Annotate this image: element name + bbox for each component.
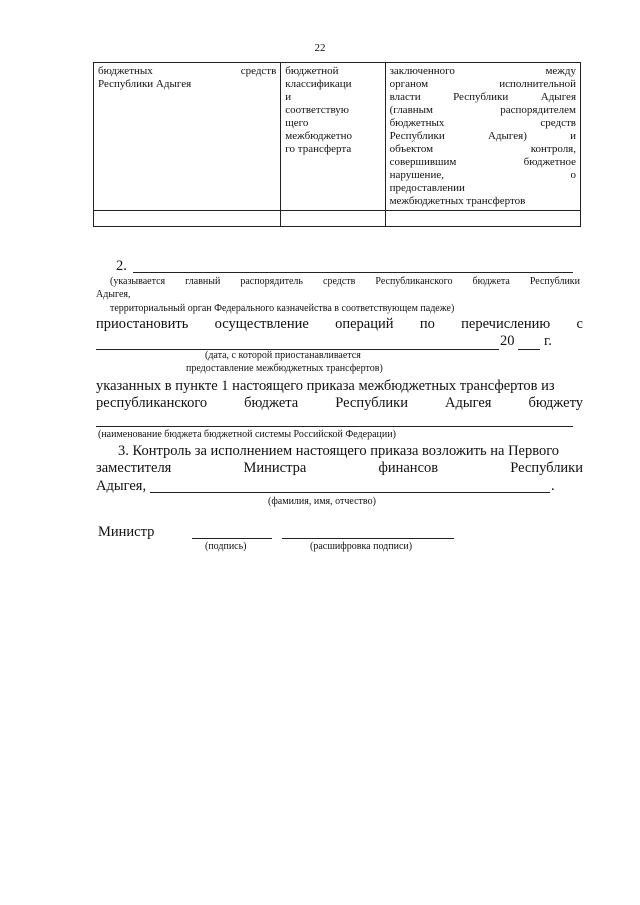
table-row: [94, 63, 581, 211]
cell-line: щего: [285, 117, 309, 129]
table-cell: [281, 211, 385, 227]
word: Министра: [243, 460, 307, 476]
word: приостановить: [96, 316, 189, 332]
distributor-note-line3: территориальный орган Федерального казначейства в соответствующем падеже): [110, 303, 455, 314]
blank-line-budget: [96, 426, 573, 427]
page-number: 22: [314, 42, 326, 54]
minister-title: Министр: [98, 524, 155, 540]
word: по: [419, 316, 435, 332]
word: с: [576, 316, 583, 332]
fio-note: (фамилия, имя, отчество): [268, 496, 376, 507]
cell-line: совершившим бюджетное: [389, 156, 576, 168]
cell-line: бюджетных средств: [98, 65, 277, 77]
cell-line: (главным распорядителем: [389, 104, 576, 116]
item-3-line1: 3. Контроль за исполнением настоящего приказа возложить на Первого: [118, 443, 560, 459]
item-3-line3-start: Адыгея,: [96, 478, 147, 494]
blank-line-year: [518, 349, 540, 350]
word: финансов: [378, 460, 439, 476]
item-3-line3-end: .: [551, 478, 555, 494]
budget-line: [96, 395, 583, 412]
cell-line: органом исполнительной: [389, 78, 576, 90]
document-table: [93, 62, 581, 227]
date-note-line1: (дата, с которой приостанавливается: [205, 350, 361, 361]
cell-line: объектом контроля,: [389, 143, 576, 155]
signature-decode-line: [282, 538, 454, 539]
word: Республики: [335, 395, 408, 411]
word: заместителя: [96, 460, 172, 476]
signature-decode-label: (расшифровка подписи): [310, 541, 413, 552]
word: Республики: [510, 460, 583, 476]
word: операций: [335, 316, 394, 332]
table-cell: [385, 211, 580, 227]
cell-line: Республики Адыгея) и: [389, 130, 576, 142]
cell-line: соответствую: [285, 104, 350, 116]
cell-line: классификаци: [285, 78, 352, 90]
word: бюджету: [528, 395, 583, 411]
cell-line: бюджетной: [285, 65, 339, 77]
word: Адыгея: [445, 395, 492, 411]
table-cell-budget-funds: [94, 63, 281, 211]
blank-line-distributor: [133, 272, 573, 273]
item-2-number: 2.: [116, 258, 127, 274]
date-note-line2: предоставление межбюджетных трансфертов): [186, 363, 383, 374]
budget-note: (наименование бюджета бюджетной системы Российской Федерации): [98, 429, 396, 440]
cell-line: го трансферта: [285, 143, 352, 155]
cell-line: межбюджетных трансфертов: [389, 195, 526, 207]
cell-line: нарушение, о: [389, 169, 576, 181]
cell-line: бюджетных средств: [389, 117, 576, 129]
word: перечислению: [461, 316, 551, 332]
cell-line: Республики Адыгея: [98, 78, 192, 90]
word: республиканского: [96, 395, 208, 411]
table-cell-classification: [281, 63, 385, 211]
item-3-line2: [96, 460, 583, 477]
suspend-line: [96, 316, 583, 333]
signature-label: (подпись): [205, 541, 247, 552]
year-suffix: г.: [544, 333, 552, 349]
table-row-empty: [94, 211, 581, 227]
table-cell: [94, 211, 281, 227]
blank-line-fio: [150, 492, 550, 493]
word: бюджета: [244, 395, 299, 411]
word: осуществление: [214, 316, 309, 332]
cell-line: и: [285, 91, 292, 103]
cell-line: власти Республики Адыгея: [389, 91, 576, 103]
table-cell-agreement: [385, 63, 580, 211]
distributor-note-line1: (указывается главный распорядитель средств Республиканского бюджета Республики: [110, 276, 580, 287]
year-prefix: 20: [500, 333, 515, 349]
signature-line: [192, 538, 272, 539]
cell-line: заключенного между: [389, 65, 576, 77]
cell-line: межбюджетно: [285, 130, 352, 142]
transfers-line: указанных в пункте 1 настоящего приказа межбюджетных трансфертов из: [96, 378, 555, 394]
cell-line: предоставлении: [389, 182, 465, 194]
distributor-note-line2: Адыгея,: [96, 289, 131, 300]
